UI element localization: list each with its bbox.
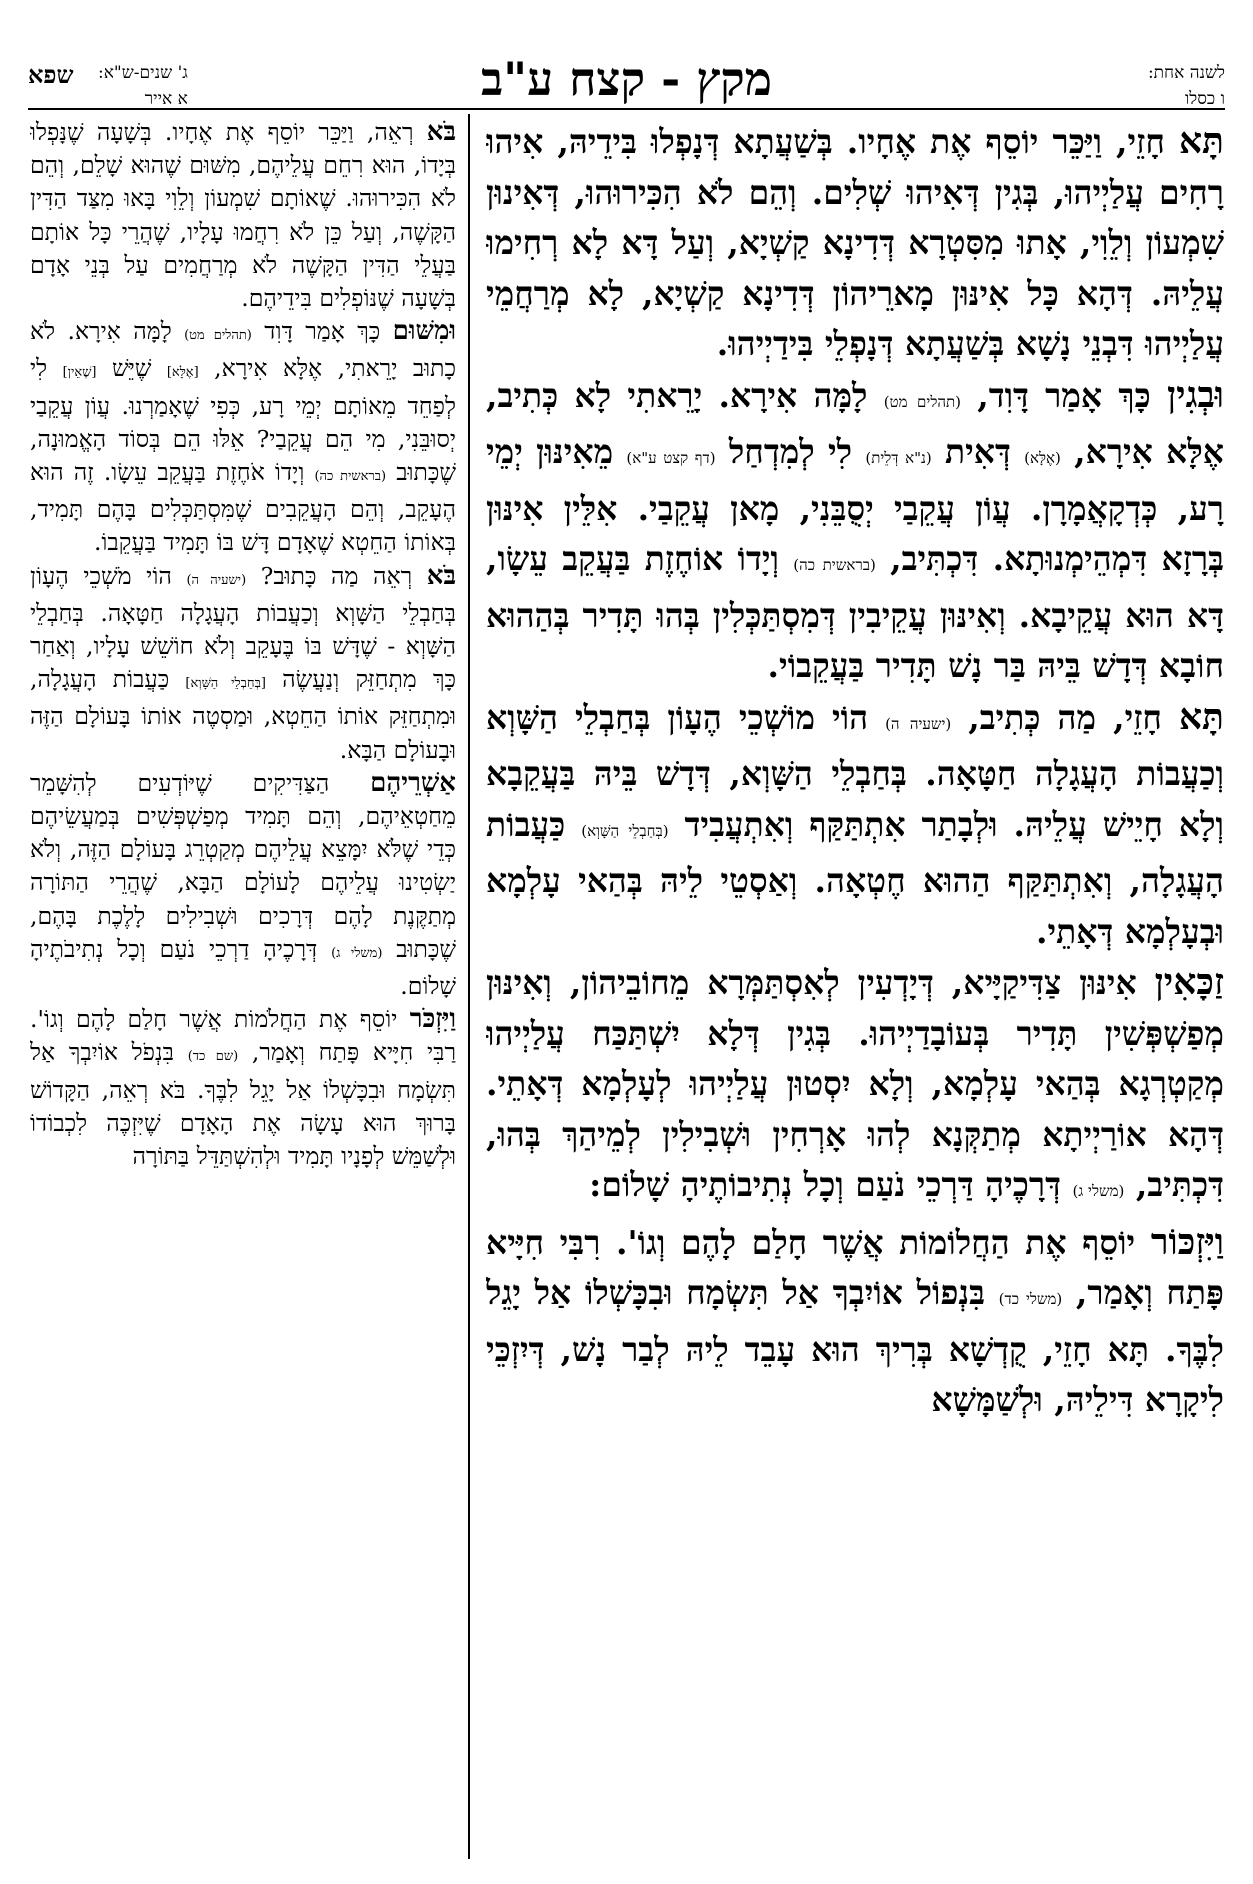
commentary-paragraph-4 — [30, 767, 456, 1003]
paragraph-text: לָמָּה אִירָא. לֹא כָתוּב יָרֵאתִי, אֶלָּא אִירָא, — [30, 317, 456, 383]
source-reference: (שם כד) — [187, 1049, 239, 1065]
commentary-column — [30, 116, 456, 1861]
lead-word: וַיִּזְכּוֹר — [1150, 1220, 1224, 1263]
paragraph-text: יוֹסֵף אֶת הַחֲלוֹמוֹת אֲשֶׁר חָלַם לָהֶם וְגוֹ'. רִבִּי חִיָּיא פָּתַח וְאָמַר, — [486, 1222, 1224, 1312]
header-rule — [28, 108, 1225, 110]
source-reference: (נ"א דְּלֵית) — [865, 449, 932, 467]
paragraph-text: כָּךְ אָמַר דָּוִד, — [960, 375, 1167, 415]
lead-word: בֹּא — [426, 560, 456, 591]
lead-word: תָּא — [1178, 120, 1224, 162]
lead-word: בֹּא — [426, 117, 456, 147]
lead-word: אַשְׁרֵיהֶם — [370, 767, 456, 798]
main-paragraph-5 — [486, 1217, 1224, 1426]
page-header — [28, 46, 1225, 108]
source-reference: (דף קצט ע"א) — [626, 449, 716, 467]
lead-word: וּבְגִין — [1166, 373, 1224, 416]
lead-word: וַיִּזְכֹּר — [409, 1004, 456, 1035]
main-paragraph-2 — [486, 370, 1224, 692]
commentary-paragraph-3 — [30, 560, 456, 767]
main-paragraph-4 — [486, 957, 1224, 1217]
main-paragraph-1 — [486, 116, 1224, 370]
source-reference: (ישעיה ה) — [885, 714, 952, 733]
paragraph-text: וְיָדוֹ אֹחֶזֶת בַּעֲקֵב עֵשָׂו. זֶה הוּא הֶעָקֵב, וְהֵם הָעֲקֵבִים שֶׁמִּסְתַּכְּלִים בָּהֶם תָּמִיד, בְּאוֹתוֹ הַחֵטְא שֶׁאָדָם דָּשׁ בּוֹ תָּמִיד בַּעֲקֵבוֹ. — [30, 458, 456, 557]
three-year-schedule — [98, 60, 188, 112]
paragraph-text: הוֹי מוֹשְׁכֵי הֶעָוֹן בְּחַבְלֵי הַשָּׁוְא וְכַעֲבוֹת הָעֲגָלָה חַטָּאָה. בְּחַבְלֵי הַשָּׁוְא, דְּדָשׁ בֵּיהּ בַּעֲקֵבָא וְלָא חָיֵישׁ עֲלֵיהּ. וּלְבָתַר אִתְתַּקַּף וְאִתְעֲבִיד — [486, 697, 1224, 844]
paragraph-text: שֶׁיֵּשׁ — [96, 354, 167, 383]
source-reference: [בְּחַבְלֵי הַשָּׁוְא] — [185, 676, 266, 692]
lead-word: תָּא — [1178, 695, 1224, 738]
source-reference: [שֶׁאֵין] — [62, 365, 97, 381]
paragraph-text: לָמָּה אִירָא. יָרֵאתִי לָא כְּתִיב, אֶלָּא אִירָא, — [486, 375, 1224, 471]
three-year-date: א אייר — [144, 89, 188, 109]
commentary-paragraph-5 — [30, 1003, 456, 1173]
paragraph-text: וְיָדוֹ אוֹחֶזֶת בַּעֲקֵב עֵשָׂו, דָּא הוּא עֲקֵיבָא. וְאִינּוּן עֲקֵיבִין דְּמִסְתַּכְּלִין בְּהוּ תָּדִיר בְּהַהוּא חוֹבָא דְּדָשׁ בֵּיהּ בַּר נָשׁ תָּדִיר בַּעֲקֵבוֹי. — [486, 539, 1224, 685]
paragraph-text: הַצַּדִּיקִים שֶׁיּוֹדְעִים לְהִשָּׁמֵר מֵחַטְאֵיהֶם, וְהֵם תָּמִיד מְפַשְׁפְּשִׁים בְּמַעֲשֵׂיהֶם כְּדֵי שֶׁלֹּא יִמָּצֵא עֲלֵיהֶם מְקַטְרֵג בָּעוֹלָם הַזֶּה, וְלֹא יַשְׂטִינוּ עֲלֵיהֶם לָעוֹלָם הַבָּא, שֶׁהֲרֵי הַתּוֹרָה מְתַקֶּנֶת לָהֶם דְּרָכִים וּשְׁבִילִים לָלֶכֶת בָּהֶם, שֶׁכָּתוּב — [30, 768, 456, 963]
paragraph-text: חָזֵי, וַיַּכֵּר יוֹסֵף אֶת אֶחָיו. בְּשַׁעֲתָא דְּנָפְלוּ בִּידֵיהּ, אִיהוּ רָחִים עֲלַיְיהוּ, בְּגִין דְּאִיהוּ שְׁלִים. וְהֵם לֹא הִכִּירוּהוּ, דְּאִינוּן שִׁמְעוֹן וְלֵוִי, אָתוּ מִסִּטְרָא דְּדִינָא קַשְׁיָא, וְעַל דָּא לָא רְחִימוּ עֲלֵיהּ. דְּהָא כָּל אִינּוּן מָארֵיהוֹן דְּדִינָא קַשְׁיָא, לָא מְרַחֲמֵי עֲלַיְיהוּ דִּבְנֵי נָשָׁא בְּשַׁעֲתָא דְּנָפְלֵי בִּידַיְיהוּ. — [486, 122, 1224, 363]
paragraph-text: מֵאִינּוּן יְמֵי רָע, כְּדְקָאֲמָרָן. עֲוֹן עֲקֵבַי יְסֻבֵּנִי, מָאן עֲקֵבַי. אִלֵּין אִינּוּן בְּרָזָא דִּמְהֵימְנוּתָא. דִּכְתִּיב, — [486, 432, 1224, 578]
paragraph-text: חָזֵי, מַה כְּתִיב, — [951, 697, 1179, 737]
main-text-column — [486, 116, 1224, 1861]
paragraph-text: לִי לְפַחֵד מֵאוֹתָם יְמֵי רָע, כְּפִי שֶׁאָמַרְנוּ. עֲוֹן עֲקֵבַי יְסוּבֵּנִי, מִי הֵם עֲקֵבַי? אֵלּוּ הֵם בְּסוֹד הָאֱמוּנָה, שֶׁכָּתוּב — [30, 354, 456, 487]
lead-word: וּמִשּׁוּם — [392, 316, 456, 347]
source-reference: (משלי כד) — [998, 1290, 1063, 1308]
paragraph-text: דְּרָכֶיהָ דַרְכֵי נֹעַם וְכָל נְתִיבֹתֶיהָ שָׁלוֹם. — [30, 934, 456, 1001]
paragraph-text: אִינּוּן צַדִּיקַיָּיא, דְּיָדְעִין לְאִסְתַּמְּרָא מֵחוֹבֵיהוֹן, וְאִינּוּן מְפַשְׁפְּשִׁין תָּדִיר בְּעוֹבָדַיְיהוּ. בְּגִין דְּלָא יִשְׁתַּכַּח עֲלַיְיהוּ מְקַטְרְגָא בְּהַאי עָלְמָא, וְלָא יִסְטוּן עֲלַיְיהוּ לְעָלְמָא דְּאָתֵי. דְּהָא אוֹרַיְיתָא מְתַקְּנָא לְהוּ אָרְחִין וּשְׁבִילִין לְמֵיהַךְ בְּהוּ, דִּכְתִּיב, — [486, 963, 1224, 1204]
source-reference: [אֶלָּא] — [166, 365, 199, 381]
source-reference: (בְּחַבְלֵי הַשָּׁוְא) — [581, 821, 669, 840]
source-reference: (בראשית כה) — [314, 469, 387, 485]
lead-word: זַכָּאִין — [1154, 961, 1224, 1003]
three-year-label: ג' שנים-ש"א: — [98, 63, 188, 83]
paragraph-text: דְּאִית — [931, 432, 1025, 471]
paragraph-text: כַּעֲבוֹת הָעֲגָלָה, וּמִתְחַזֵּק אוֹתוֹ הַחֵטְא, וּמַסְטֶה אוֹתוֹ בָּעוֹלָם הַזֶּה וּבָעוֹלָם הַבָּא. — [30, 665, 456, 764]
source-reference: (משלי ג) — [1072, 1182, 1125, 1200]
source-reference: (אֶלָּא) — [1024, 449, 1061, 467]
one-year-date: ו כסלו — [1184, 89, 1225, 109]
paragraph-text: בִּנְפֹל אוֹיִבְךָ אַל תִּשְׂמָח וּבִכָּשְׁלוֹ אַל יָגֵל לִבֶּךָ. בֹּא רְאֵה, הַקָּדוֹשׁ בָּרוּךְ הוּא עָשָׂה אֶת הָאָדָם שֶׁיִּזְכֶּה לִכְבוֹדוֹ וּלְשַׁמֵּשׁ לְפָנָיו תָּמִיד וּלְהִשְׁתַּדֵּל בַּתּוֹרָה — [30, 1038, 456, 1171]
paragraph-text: לִי לְמִדְחַל — [715, 432, 866, 471]
paragraph-text: רְאֵה מַה כָּתוּב? — [246, 561, 427, 590]
paragraph-text: בִּנְפוֹל אוֹיִבְךָ אַל תִּשְׂמָח וּבִכָּשְׁלוֹ אַל יָגֵל לִבֶּךָ. תָּא חָזֵי, קֻדְשָׁא בְּרִיךְ הוּא עָבֵד לֵיהּ לְבַר נָשׁ, דְּיִזְכֵּי לִיקָרָא דִּילֵיהּ, וּלְשַׁמָּשָׁא — [486, 1273, 1224, 1419]
page-title: מקץ - קצח ע"ב — [480, 52, 773, 106]
main-paragraph-3 — [486, 692, 1224, 958]
paragraph-text: כָּךְ אָמַר דָּוִד — [251, 317, 393, 346]
paragraph-text: הוֹי מֹשְׁכֵי הֶעָוֹן בְּחַבְלֵי הַשָּׁוְא וְכַעֲבוֹת הָעֲגָלָה חַטָּאָה. בְּחַבְלֵי הַשָּׁוְא - שֶׁדָּשׁ בּוֹ בֶּעָקֵב וְלֹא חוֹשֵׁשׁ עָלָיו, וְאַחַר כָּךְ מִתְחַזֵּק וְנַעֲשֶׂה — [30, 561, 456, 694]
paragraph-text: רְאֵה, וַיַּכֵּר יוֹסֵף אֶת אֶחָיו. בְּשָׁעָה שֶׁנָּפְלוּ בְּיָדוֹ, הוּא רִחֵם עֲלֵיהֶם, מִשּׁוּם שֶׁהוּא שָׁלֵם, וְהֵם לֹא הִכִּירוּהוּ. שֶׁאוֹתָם שִׁמְעוֹן וְלֵוִי בָּאוּ מִצַּד הַדִּין הַקָּשֶׁה, וְעַל כֵּן לֹא רִחֲמוּ עָלָיו, שֶׁהֲרֵי כָּל אוֹתָם בַּעֲלֵי הַדִּין הַקָּשֶׁה לֹא מְרַחֲמִים עַל בְּנֵי אָדָם בְּשָׁעָה שֶׁנּוֹפְלִים בִּידֵיהֶם. — [30, 118, 456, 313]
one-year-label: לשנה אחת: — [1147, 63, 1225, 83]
source-reference: (תהלים מט) — [184, 328, 252, 344]
commentary-paragraph-2 — [30, 315, 456, 559]
source-reference: (משלי ג) — [331, 945, 383, 961]
source-reference: (תהלים מט) — [883, 392, 961, 411]
source-reference: (ישעיה ה) — [186, 572, 247, 588]
paragraph-text: דְּרָכֶיהָ דַּרְכֵי נֹעַם וְכָל נְתִיבוֹתֶיהָ שָׁלוֹם: — [589, 1165, 1073, 1204]
commentary-paragraph-1 — [30, 116, 456, 315]
paragraph-text: יוֹסֵף אֶת הַחֲלֹמוֹת אֲשֶׁר חָלַם לָהֶם וְגוֹ'. רַבִּי חִיָּיא פָּתַח וְאָמַר, — [30, 1005, 456, 1067]
page-number: שפא — [28, 60, 74, 89]
paragraph-text: כַּעֲבוֹת הָעֲגָלָה, וְאִתְתַּקַּף הַהוּא חֶטְאָה. וְאַסְטֵי לֵיהּ בְּהַאי עָלְמָא וּבְעָלְמָא דְּאָתֵי. — [486, 804, 1224, 951]
source-reference: (בראשית כה) — [793, 556, 876, 574]
column-divider — [468, 114, 470, 1859]
